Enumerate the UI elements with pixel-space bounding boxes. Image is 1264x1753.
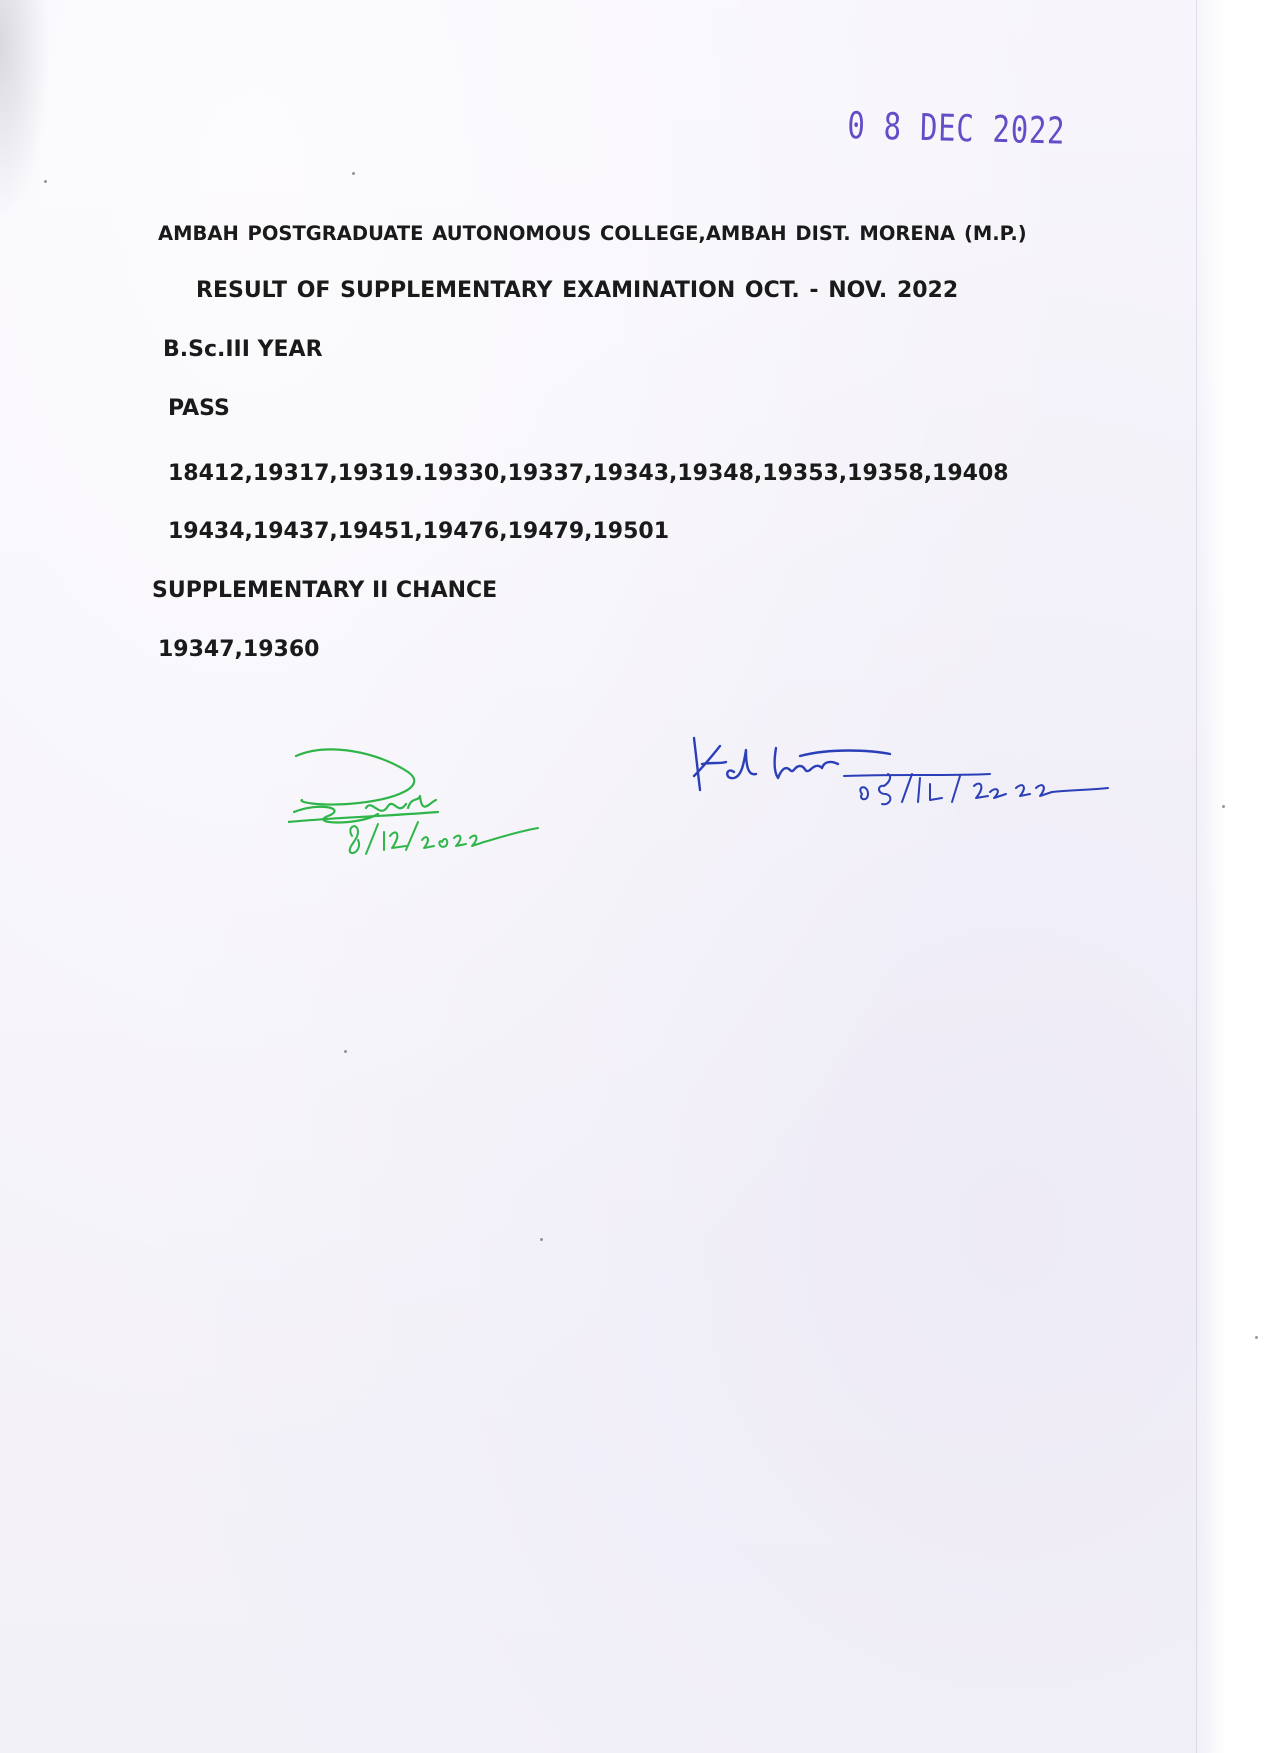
college-name: AMBAH POSTGRADUATE AUTONOMOUS COLLEGE,AMBAH DIST. MORENA (M.P.) (158, 222, 1027, 245)
scan-speck (540, 1238, 543, 1241)
date-stamp: 0 8 DEC 2022 (846, 104, 1066, 153)
pass-roll-numbers-line-1: 18412,19317,19319.19330,19337,19343,19348,19353,19358,19408 (168, 461, 1009, 486)
supplementary-heading: SUPPLEMENTARY II CHANCE (152, 578, 498, 603)
scan-speck (344, 1050, 347, 1053)
result-title: RESULT OF SUPPLEMENTARY EXAMINATION OCT. - NOV. 2022 (196, 278, 959, 303)
scan-speck (1255, 1336, 1258, 1339)
pass-heading: PASS (168, 396, 230, 421)
scan-speck (44, 180, 47, 183)
scan-margin (1196, 0, 1264, 1753)
scan-speck (352, 172, 355, 175)
right-signature (690, 736, 1180, 846)
scan-shadow (0, 0, 50, 220)
pass-roll-numbers-line-2: 19434,19437,19451,19476,19479,19501 (168, 519, 670, 544)
class-name: B.Sc.III YEAR (163, 337, 323, 362)
left-signature (288, 742, 548, 862)
scan-speck (1222, 805, 1225, 808)
supplementary-roll-numbers: 19347,19360 (158, 637, 320, 662)
